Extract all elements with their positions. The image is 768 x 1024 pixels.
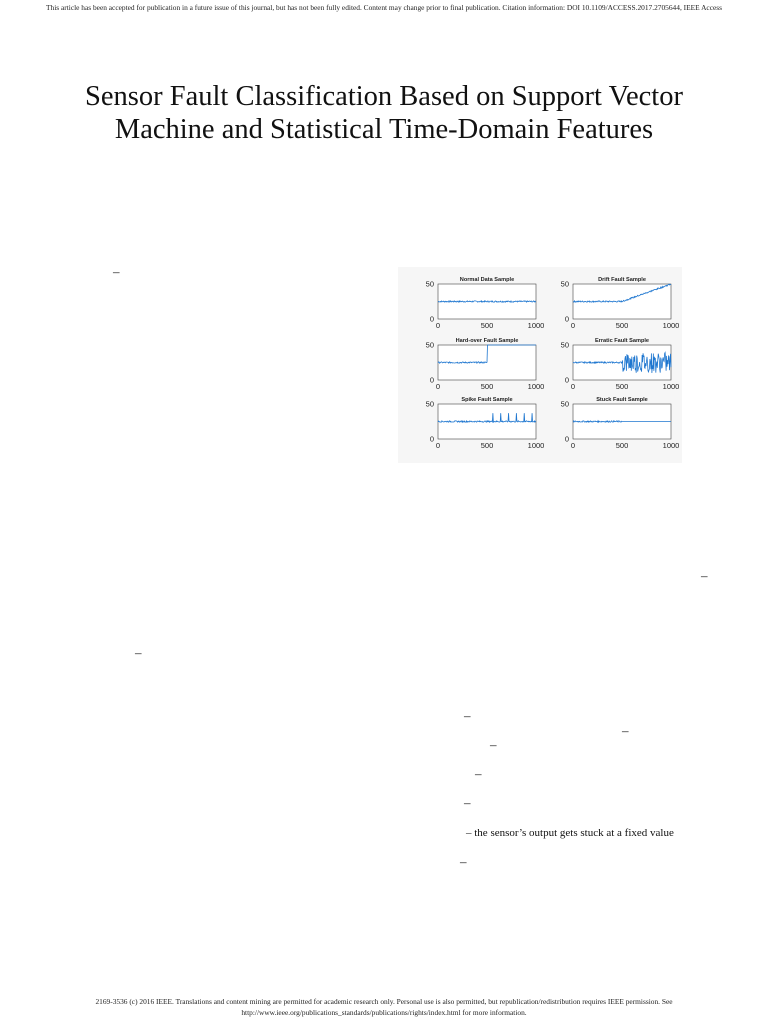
subplot-title: Drift Fault Sample	[598, 277, 646, 283]
x-tick-label: 1000	[662, 441, 680, 450]
x-tick-label: 1000	[662, 321, 680, 330]
x-tick-label: 1000	[527, 321, 545, 330]
x-tick-label: 0	[570, 382, 576, 391]
subplot-6	[561, 397, 680, 450]
subplot-title: Stuck Fault Sample	[596, 397, 648, 403]
x-tick-label: 500	[615, 441, 629, 450]
dash-mark: –	[464, 795, 471, 810]
x-tick-label: 500	[480, 321, 494, 330]
copyright-footer-note: 2169-3536 (c) 2016 IEEE. Translations and content mining are permitted for academic research only. Personal use is also permitted, but republication/redistribution requires IEEE permission. See http://www.ieee.org/publications_standards/publications/rights/index.html for more information.	[95, 997, 673, 1017]
subplot-2	[561, 277, 680, 330]
stuck-fault-description: – the sensor’s output gets stuck at a fixed value	[466, 827, 674, 839]
dash-mark: –	[475, 766, 482, 781]
dash-mark: –	[113, 264, 120, 279]
dash-mark: –	[622, 723, 629, 738]
x-tick-label: 0	[570, 441, 576, 450]
x-tick-label: 0	[435, 441, 441, 450]
fault-samples-figure	[398, 267, 682, 463]
x-tick-label: 0	[435, 382, 441, 391]
fault-samples-svg	[398, 267, 682, 463]
paper-title: Sensor Fault Classification Based on Support Vector Machine and Statistical Time-Domain Features	[85, 81, 683, 145]
subplot-title: Erratic Fault Sample	[594, 338, 650, 344]
x-tick-label: 1000	[662, 382, 680, 391]
dash-mark: –	[490, 737, 497, 752]
subplot-title: Hard-over Fault Sample	[455, 338, 519, 344]
y-tick-label: 0	[429, 314, 434, 324]
subplot-3	[426, 338, 545, 391]
y-tick-label: 0	[564, 375, 569, 385]
x-tick-label: 0	[570, 321, 576, 330]
subplot-title: Spike Fault Sample	[461, 397, 513, 403]
x-tick-label: 500	[615, 382, 629, 391]
subplot-4	[561, 338, 680, 391]
x-tick-label: 500	[480, 382, 494, 391]
x-tick-label: 1000	[527, 441, 545, 450]
y-tick-label: 50	[425, 399, 434, 409]
subplot-title: Normal Data Sample	[459, 277, 515, 283]
y-tick-label: 0	[564, 314, 569, 324]
y-tick-label: 50	[560, 399, 569, 409]
dash-mark: –	[460, 854, 467, 869]
x-tick-label: 500	[615, 321, 629, 330]
dash-mark: –	[464, 708, 471, 723]
subplot-1	[426, 277, 545, 330]
y-tick-label: 50	[425, 340, 434, 350]
y-tick-label: 0	[429, 375, 434, 385]
x-tick-label: 1000	[527, 382, 545, 391]
x-tick-label: 0	[435, 321, 441, 330]
y-tick-label: 50	[560, 279, 569, 289]
y-tick-label: 50	[560, 340, 569, 350]
dash-mark: –	[701, 568, 708, 583]
x-tick-label: 500	[480, 441, 494, 450]
subplot-5	[426, 397, 545, 450]
y-tick-label: 0	[564, 434, 569, 444]
y-tick-label: 0	[429, 434, 434, 444]
journal-header-note: This article has been accepted for publication in a future issue of this journal, but has not been fully edited. Content may change prior to final publication. Citation information: DOI 10.1109/ACCESS.2017.2705644, IEEE Access	[45, 3, 723, 12]
y-tick-label: 50	[425, 279, 434, 289]
dash-mark: –	[135, 645, 142, 660]
